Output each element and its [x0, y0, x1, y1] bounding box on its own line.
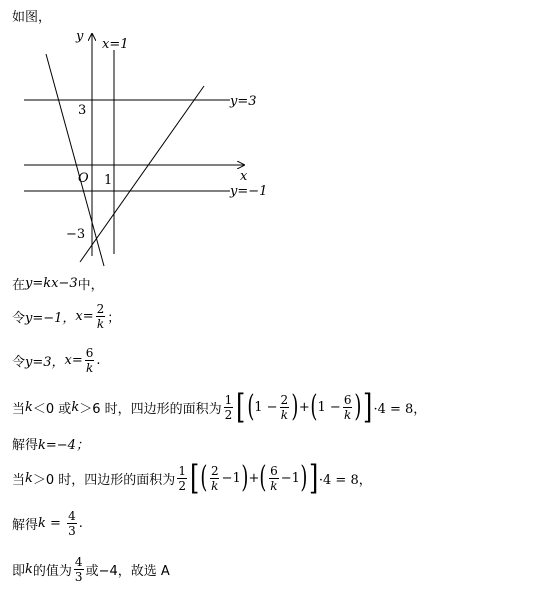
- expression: ·4 = 8，: [318, 472, 372, 488]
- coordinate-figure: [12, 28, 302, 268]
- solution-line-2: [12, 296, 120, 336]
- text: 解得: [12, 517, 39, 533]
- numerator: 1: [178, 463, 186, 478]
- origin-label: O: [78, 171, 89, 186]
- numerator: 4: [74, 554, 83, 569]
- solution-line-7: [12, 503, 83, 543]
- solution-line-8: [12, 549, 170, 589]
- fraction: [177, 464, 187, 493]
- variable: k: [38, 515, 46, 531]
- paren-close: ): [241, 460, 249, 495]
- numerator: 4: [68, 508, 76, 523]
- equation: y=−1，: [25, 310, 76, 326]
- numerator: 6: [343, 392, 352, 407]
- rising-line: [80, 86, 204, 262]
- text: 解得: [12, 437, 39, 453]
- expression: 1 −: [317, 399, 341, 415]
- numerator: 6: [270, 463, 278, 478]
- numerator: 2: [280, 392, 289, 407]
- expression: −1: [280, 470, 300, 486]
- paren-close: ): [300, 460, 308, 495]
- variable: k: [25, 470, 33, 486]
- expression: 1 −: [254, 399, 278, 415]
- bracket-open: [: [236, 387, 246, 427]
- denominator: k: [343, 407, 352, 422]
- equation: y=3，: [25, 354, 65, 370]
- fraction: [280, 393, 290, 422]
- denominator: 2: [178, 478, 186, 493]
- paren-open: (: [200, 460, 208, 495]
- text: ＞6 时，四边形的面积为: [79, 401, 222, 417]
- text: ＜0 或: [32, 401, 72, 417]
- text: ＞0 时，四边形的面积为: [32, 472, 176, 488]
- fraction: [224, 393, 234, 422]
- text: 即: [12, 563, 26, 579]
- paren-open: (: [310, 389, 318, 424]
- denominator: k: [96, 316, 105, 331]
- variable: k: [25, 561, 33, 577]
- numerator: 6: [85, 345, 94, 360]
- text: 令: [12, 310, 26, 326]
- intro-text: 如图，: [12, 10, 52, 25]
- text: .: [96, 352, 101, 368]
- solution-line-4: [12, 387, 426, 427]
- equation: k=−4；: [38, 437, 89, 453]
- paren-close: ): [291, 389, 299, 424]
- denominator: k: [85, 360, 94, 375]
- variable: k: [25, 399, 33, 415]
- plus-sign: +: [248, 470, 260, 486]
- plus-sign: +: [298, 399, 310, 415]
- bracket-open: [: [189, 458, 200, 498]
- paren-open: (: [246, 389, 254, 424]
- equation: x=: [75, 308, 94, 324]
- text: 或−4，故选 A: [85, 563, 170, 579]
- text: 在: [12, 277, 26, 293]
- fraction: [96, 302, 106, 331]
- tick-1-label: 1: [104, 173, 113, 188]
- tick-3-label: 3: [78, 103, 87, 118]
- numerator: 1: [224, 392, 233, 407]
- numerator: 2: [96, 301, 105, 316]
- x-equals-1-label: x=1: [102, 37, 129, 52]
- text: 当: [12, 472, 26, 488]
- fraction: [67, 509, 77, 538]
- denominator: 2: [224, 407, 233, 422]
- text: 当: [12, 401, 26, 417]
- bracket-close: ]: [308, 458, 318, 498]
- solution-line-3: [12, 340, 101, 380]
- expression: −1: [221, 470, 241, 486]
- solution-line-6: [12, 458, 372, 498]
- y-equals-3-label: y=3: [230, 94, 257, 109]
- y-equals-minus-1-label: y=−1: [230, 184, 268, 199]
- denominator: k: [270, 478, 278, 493]
- solution-line-5: [12, 423, 89, 463]
- denominator: 3: [68, 523, 76, 538]
- text: .: [78, 515, 83, 531]
- fraction: [85, 346, 95, 375]
- equation: x=: [64, 352, 83, 368]
- y-axis-label: y: [76, 29, 84, 44]
- fraction: [74, 555, 84, 584]
- fraction: [269, 464, 279, 493]
- variable: k: [71, 399, 80, 415]
- equals-sign: =: [45, 515, 66, 531]
- equation: y=kx−3: [25, 275, 78, 291]
- expression: ·4 = 8，: [373, 401, 427, 417]
- denominator: 3: [74, 569, 83, 584]
- fraction: [210, 464, 220, 493]
- paren-open: (: [259, 460, 267, 495]
- denominator: k: [280, 407, 288, 422]
- text: 的值为: [32, 563, 72, 579]
- text: 中，: [77, 277, 104, 293]
- denominator: k: [211, 478, 219, 493]
- bracket-close: ]: [363, 387, 373, 427]
- fraction: [343, 393, 353, 422]
- x-axis-label: x: [240, 169, 248, 184]
- paren-close: ): [354, 389, 362, 424]
- numerator: 2: [210, 463, 219, 478]
- tick-minus-3-label: −3: [66, 227, 86, 242]
- text: 令: [12, 354, 26, 370]
- text: ；: [107, 310, 121, 326]
